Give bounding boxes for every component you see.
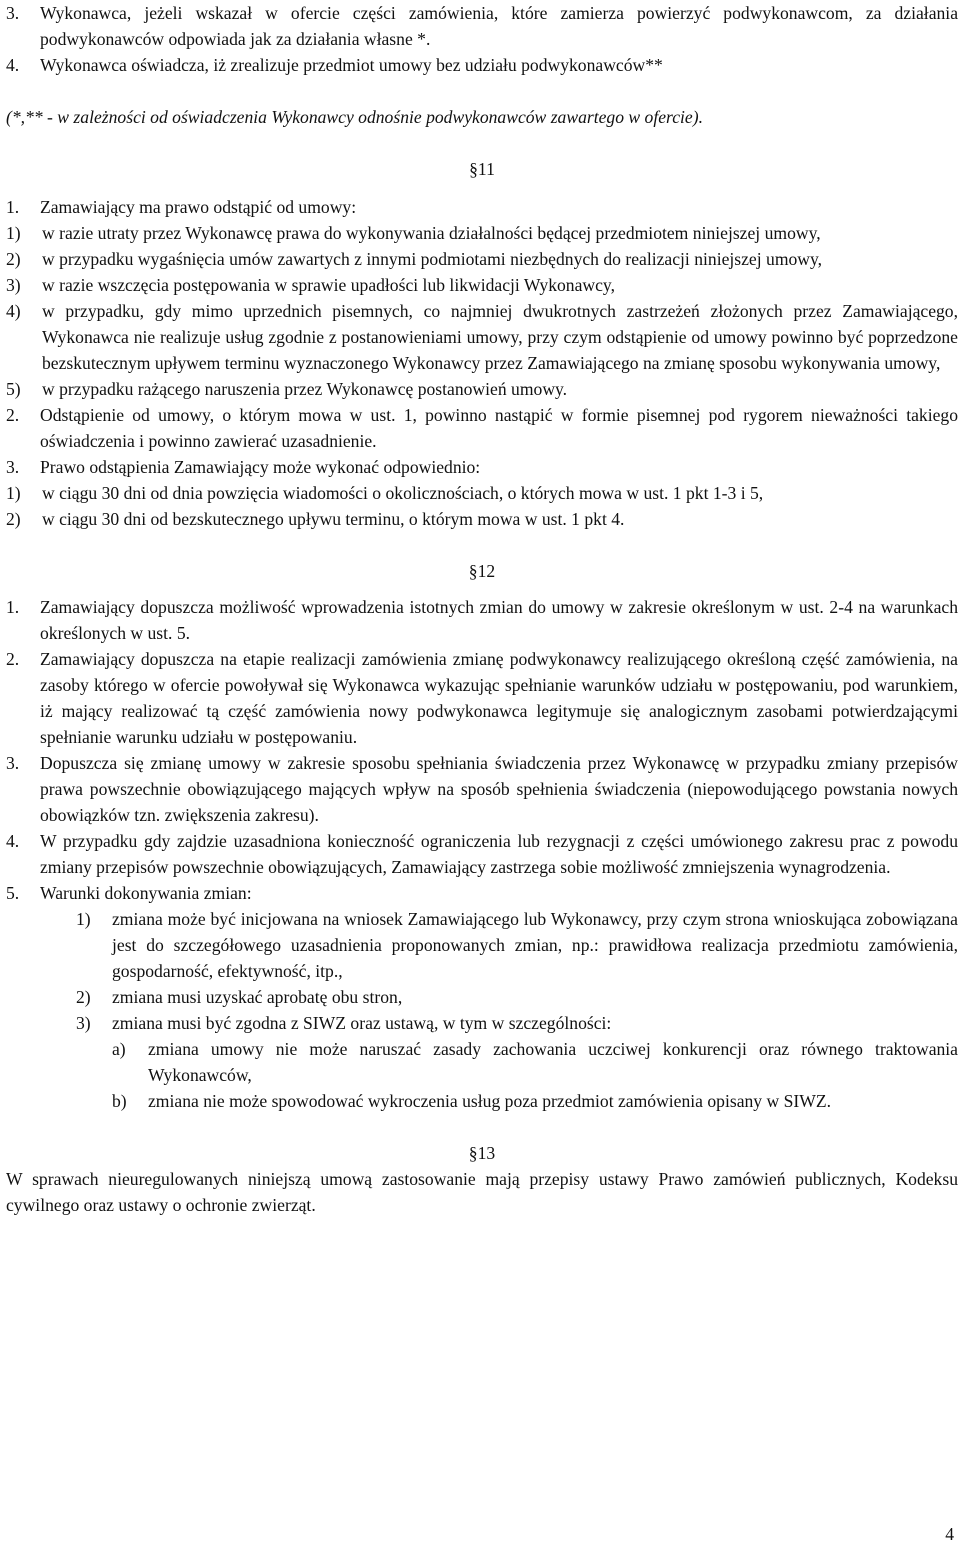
s11-paragraph-2 — [6, 402, 958, 454]
paragraph-text: W przypadku gdy zajdzie uzasadniona konieczność ograniczenia lub rezygnacji z części umówionego zakresu prac z powodu zmiany przepisów powszechnie obowiązujących, Zamawiający zastrzega sobie możliwość zmniejszenia wynagrodzenia. — [40, 831, 958, 877]
document-page — [6, 0, 958, 1218]
s12-p5-item-2 — [6, 984, 958, 1010]
s12-paragraph-3 — [6, 750, 958, 828]
s11-p1-item-5 — [6, 376, 958, 402]
s11-p3-item-2 — [6, 506, 958, 532]
item-number: 1) — [76, 909, 91, 929]
paragraph-number: 3. — [6, 457, 20, 477]
s11-p1-item-3 — [6, 272, 958, 298]
item-number: 2) — [6, 249, 21, 269]
paragraph-text: Odstąpienie od umowy, o którym mowa w ust. 1, powinno nastąpić w formie pisemnej pod rygorem nieważności takiego oświadczenia i powinno zawierać uzasadnienie. — [40, 405, 958, 451]
item-text: zmiana może być inicjowana na wniosek Zamawiającego lub Wykonawcy, przy czym strona wnioskująca zobowiązana jest do szczegółowego uzasadnienia proponowanych zmian, np.: prawidłowa realizacja przedmiotu zamówienia, gospodarność, efektywność, itp., — [112, 909, 958, 981]
s11-p1-item-2 — [6, 246, 958, 272]
item-number: 3) — [6, 275, 21, 295]
item-text: w ciągu 30 dni od dnia powzięcia wiadomości o okolicznościach, o których mowa w ust. 1 pkt 1-3 i 5, — [42, 483, 764, 503]
clause-text: Wykonawca, jeżeli wskazał w ofercie części zamówienia, które zamierza powierzyć podwykonawcom, za działania podwykonawców odpowiada jak za działania własne *. — [40, 3, 958, 49]
s12-paragraph-5 — [6, 880, 958, 906]
item-number: 1) — [6, 223, 21, 243]
s12-p5-item-3 — [6, 1010, 958, 1036]
paragraph-number: 2. — [6, 405, 20, 425]
s12-p5-item-1 — [6, 906, 958, 984]
subitem-text: zmiana umowy nie może naruszać zasady zachowania uczciwej konkurencji oraz równego traktowania Wykonawców, — [148, 1039, 958, 1085]
page-number: 4 — [945, 1524, 954, 1544]
section-12-heading: §12 — [468, 561, 496, 581]
subitem-letter: b) — [112, 1091, 127, 1111]
item-text: w ciągu 30 dni od bezskutecznego upływu terminu, o którym mowa w ust. 1 pkt 4. — [42, 509, 625, 529]
clause-4 — [6, 52, 958, 78]
paragraph-number: 1. — [6, 597, 20, 617]
s11-p1-item-4 — [6, 298, 958, 376]
section-13-text: W sprawach nieuregulowanych niniejszą umową zastosowanie mają przepisy ustawy Prawo zamówień publicznych, Kodeksu cywilnego oraz ustawy o ochronie zwierząt. — [6, 1169, 958, 1215]
s12-p5-subitem-a — [6, 1036, 958, 1088]
paragraph-text: Warunki dokonywania zmian: — [40, 883, 252, 903]
paragraph-text: Zamawiający dopuszcza na etapie realizacji zamówienia zmianę podwykonawcy realizującego określoną część zamówienia, na zasoby którego w ofercie powoływał się Wykonawca wykazując spełnianie warunków udziału w postępowaniu, pod warunkiem, iż mający realizować tą część zamówienia nowy podwykonawca legitymuje się analogicznym zasobami potwierdzającymi spełnianie warunku udziału w postępowaniu. — [40, 649, 958, 747]
item-text: w przypadku rażącego naruszenia przez Wykonawcę postanowień umowy. — [42, 379, 568, 399]
s12-paragraph-1 — [6, 594, 958, 646]
section-11-heading: §11 — [469, 159, 495, 179]
footnote-remark: (*,** - w zależności od oświadczenia Wykonawcy odnośnie podwykonawców zawartego w ofercie). — [6, 107, 703, 127]
s12-paragraph-4 — [6, 828, 958, 880]
s12-paragraph-2 — [6, 646, 958, 750]
item-text: w razie utraty przez Wykonawcę prawa do wykonywania działalności będącej przedmiotem niniejszej umowy, — [42, 223, 821, 243]
item-number: 3) — [76, 1013, 91, 1033]
s11-p3-item-1 — [6, 480, 958, 506]
item-text: w przypadku, gdy mimo uprzednich pisemnych, co najmniej dwukrotnych zastrzeżeń złożonych przez Zamawiającego, Wykonawca nie realizuje usług zgodnie z postanowieniami umowy, przy czym odstąpienie od umowy powinno być poprzedzone bezskutecznym upływem terminu wyznaczonego Wykonawcy przez Zamawiającego na zmianę sposobu wykonywania umowy, — [42, 301, 958, 373]
paragraph-text: Prawo odstąpienia Zamawiający może wykonać odpowiednio: — [40, 457, 481, 477]
paragraph-text: Zamawiający ma prawo odstąpić od umowy: — [40, 197, 357, 217]
subitem-letter: a) — [112, 1039, 126, 1059]
s12-p5-subitem-b — [6, 1088, 958, 1114]
paragraph-number: 5. — [6, 883, 20, 903]
paragraph-number: 3. — [6, 753, 20, 773]
section-13-heading: §13 — [468, 1143, 496, 1163]
item-number: 4) — [6, 301, 21, 321]
clause-number: 4. — [6, 55, 20, 75]
item-text: zmiana musi uzyskać aprobatę obu stron, — [112, 987, 403, 1007]
paragraph-number: 2. — [6, 649, 20, 669]
s11-paragraph-3 — [6, 454, 958, 480]
s11-p1-item-1 — [6, 220, 958, 246]
item-text: w przypadku wygaśnięcia umów zawartych z innymi podmiotami niezbędnych do realizacji niniejszej umowy, — [42, 249, 823, 269]
item-number: 2) — [6, 509, 21, 529]
s11-paragraph-1 — [6, 194, 958, 220]
clause-number: 3. — [6, 3, 20, 23]
item-number: 2) — [76, 987, 91, 1007]
item-number: 5) — [6, 379, 21, 399]
subitem-text: zmiana nie może spowodować wykroczenia usług poza przedmiot zamówienia opisany w SIWZ. — [148, 1091, 832, 1111]
clause-text: Wykonawca oświadcza, iż zrealizuje przedmiot umowy bez udziału podwykonawców** — [40, 55, 663, 75]
item-text: zmiana musi być zgodna z SIWZ oraz ustawą, w tym w szczególności: — [112, 1013, 612, 1033]
clause-3 — [6, 0, 958, 52]
paragraph-text: Zamawiający dopuszcza możliwość wprowadzenia istotnych zmian do umowy w zakresie określonym w ust. 2-4 na warunkach określonych w ust. 5. — [40, 597, 958, 643]
paragraph-number: 4. — [6, 831, 20, 851]
paragraph-text: Dopuszcza się zmianę umowy w zakresie sposobu spełniania świadczenia przez Wykonawcę w przypadku zmiany przepisów prawa powszechnie obowiązującego mających wpływ na sposób spełnienia świadczenia (niepowodującego powstania nowych obowiązków tzn. zwiększenia zakresu). — [40, 753, 958, 825]
paragraph-number: 1. — [6, 197, 20, 217]
item-text: w razie wszczęcia postępowania w sprawie upadłości lub likwidacji Wykonawcy, — [42, 275, 615, 295]
item-number: 1) — [6, 483, 21, 503]
